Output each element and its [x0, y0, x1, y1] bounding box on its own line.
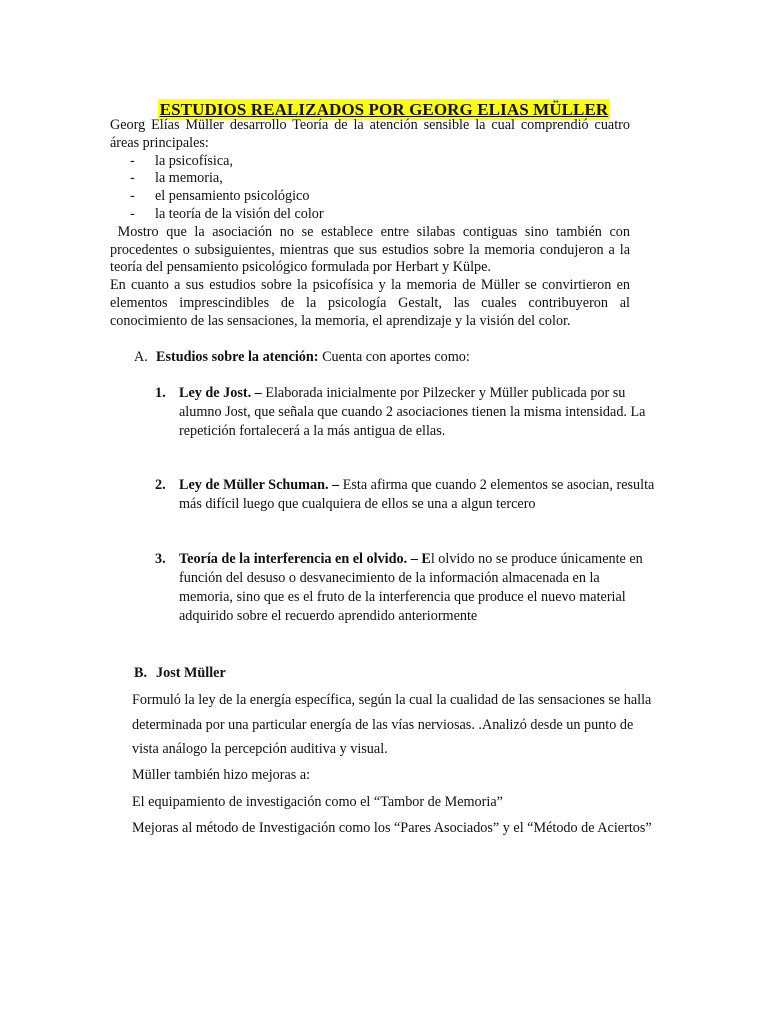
section-b-paragraph-2: Müller también hizo mejoras a: [132, 767, 311, 783]
numbered-item-2: 2. Ley de Müller Schuman. – Esta afirma que cuando 2 elementos se asocian, resulta más difícil luego que cualquiera de ellos se una a algun tercero [155, 477, 655, 512]
section-b-title: Jost Müller [156, 665, 226, 681]
list-item: - el pensamiento psicológico [130, 188, 310, 205]
section-a-heading: A. Estudios sobre la atención: Cuenta con aportes como: [134, 349, 470, 365]
numbered-item-1: 1. Ley de Jost. – Elaborada inicialmente por Pilzecker y Müller publicada por su alumno Jost, que señala que cuando 2 asociaciones tienen la misma intensidad. La repetición fortalecerá a la más antigua de ellas. [155, 385, 646, 439]
section-a-title: Estudios sobre la atención: [156, 349, 319, 365]
intro-paragraph-3: En cuanto a sus estudios sobre la psicofísica y la memoria de Müller se convirtieron en elementos imprescindibles de la psicología Gestalt, las cuales contribuyeron al conocimiento de las sensaciones, la memoria, el aprendizaje y la visión del color. [110, 277, 630, 329]
list-item: - la teoría de la visión del color [130, 205, 324, 222]
list-item: - la psicofísica, [130, 152, 234, 169]
section-b-paragraph-3: El equipamiento de investigación como el “Tambor de Memoria” [132, 794, 503, 810]
intro-block [110, 117, 630, 331]
list-item: - la memoria, [130, 170, 223, 187]
section-b-paragraph-1: Formuló la ley de la energía específica, según la cual la cualidad de las sensaciones se halla determinada por una particular energía de las vías nerviosas. .Analizó desde un punto de vista análogo la percepción auditiva y visual. [132, 692, 652, 757]
section-a-text: Cuenta con aportes como: [318, 349, 470, 365]
numbered-item-3: 3. Teoría de la interferencia en el olvido. – El olvido no se produce únicamente en función del desuso o desvanecimiento de la información almacenada en la memoria, sino que es el fruto de la interferencia que produce el nuevo material adquirido sobre el recuerdo aprendido anteriormente [155, 551, 643, 624]
highlighted-title-text: ESTUDIOS REALIZADOS POR GEORG ELIAS MÜLLER [159, 100, 609, 119]
section-b-paragraph-4: Mejoras al método de Investigación como los “Pares Asociados” y el “Método de Aciertos” [132, 820, 652, 836]
intro-paragraph-2: Mostro que la asociación no se establece entre silabas contiguas sino también con procedentes o subsiguientes, mientras que sus estudios sobre la memoria condujeron a la teoría del pensamiento psicológico formulada por Herbart y Külpe. [110, 223, 630, 276]
areas-list [110, 153, 630, 224]
intro-paragraph-1: Georg Elías Müller desarrollo Teoría de la atención sensible la cual comprendió cuatro áreas principales: [110, 117, 630, 151]
section-b-heading: B. Jost Müller [134, 665, 226, 681]
